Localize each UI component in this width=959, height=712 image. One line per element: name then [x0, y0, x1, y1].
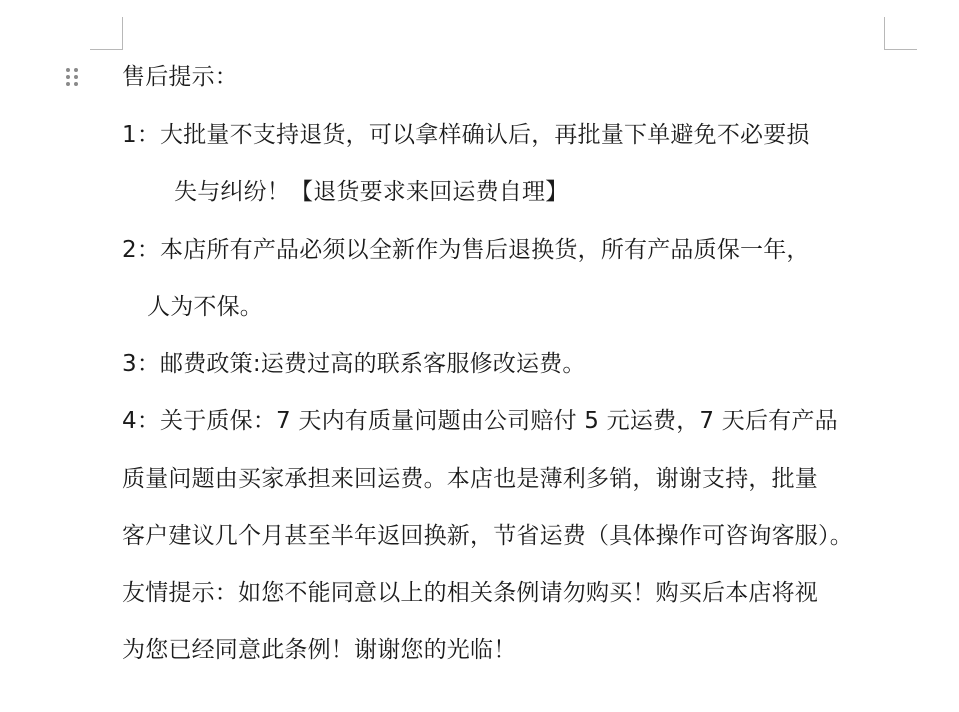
- drag-handle-icon[interactable]: [66, 68, 80, 86]
- paragraph-line: 为您已经同意此条例！谢谢您的光临！: [122, 637, 517, 663]
- paragraph-line: 3：邮费政策:运费过高的联系客服修改运费。: [122, 351, 586, 377]
- paragraph-line: 质量问题由买家承担来回运费。本店也是薄利多销，谢谢支持，批量: [122, 466, 818, 492]
- page-margin-corner-top-right: [884, 17, 917, 50]
- heading-after-sales: 售后提示：: [122, 64, 238, 90]
- paragraph-line: 1：大批量不支持退货，可以拿样确认后，再批量下单避免不必要损: [122, 122, 810, 148]
- paragraph-line: 客户建议几个月甚至半年返回换新，节省运费（具体操作可咨询客服）。: [122, 523, 853, 549]
- paragraph-line: 失与纠纷！【退货要求来回运费自理】: [174, 179, 569, 205]
- paragraph-line: 友情提示：如您不能同意以上的相关条例请勿购买！购买后本店将视: [122, 580, 818, 606]
- paragraph-line: 4：关于质保：7 天内有质量问题由公司赔付 5 元运费，7 天后有产品: [122, 408, 838, 434]
- paragraph-line: 人为不保。: [147, 294, 263, 320]
- paragraph-line: 2：本店所有产品必须以全新作为售后退换货，所有产品质保一年，: [122, 237, 810, 263]
- page-margin-corner-top-left: [90, 17, 123, 50]
